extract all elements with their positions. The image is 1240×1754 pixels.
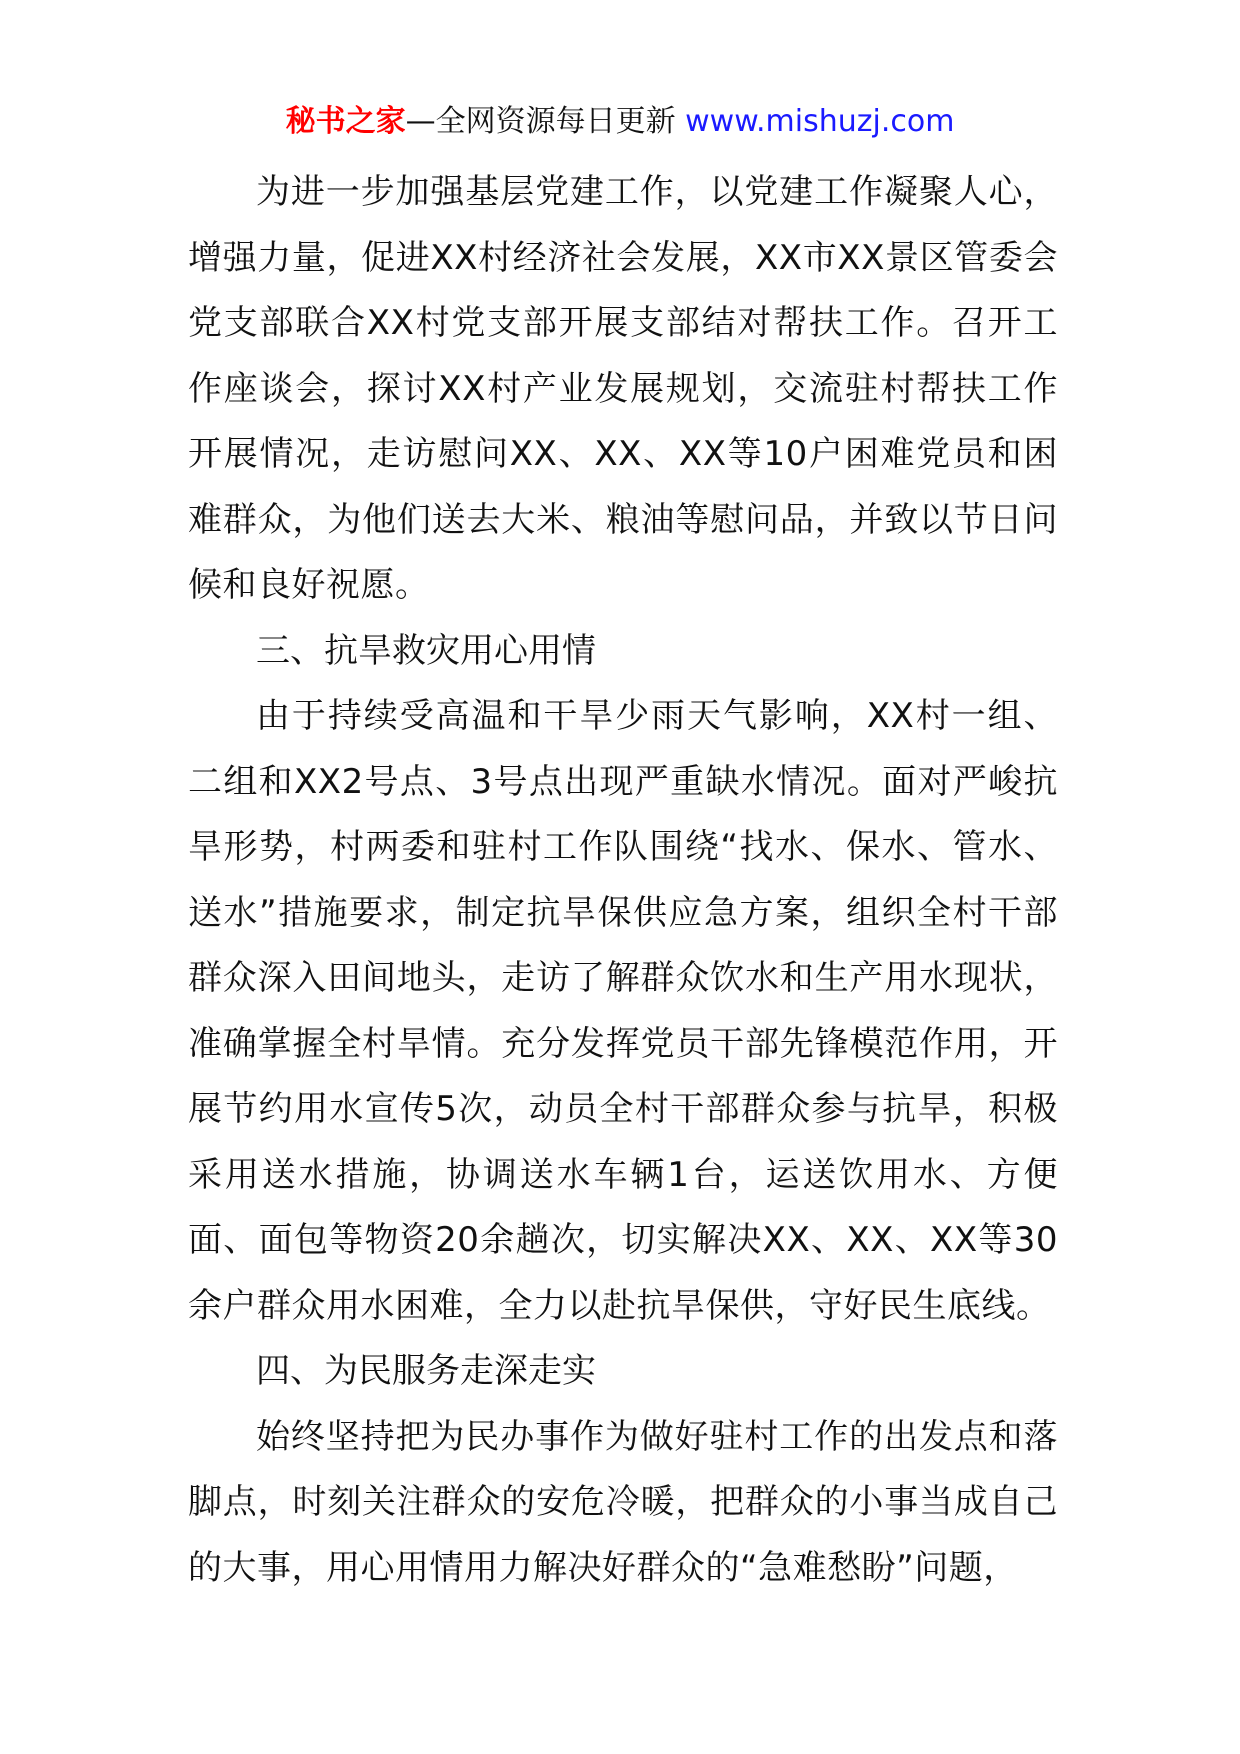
site-header bbox=[0, 102, 1240, 142]
header-tagline: —全网资源每日更新 bbox=[405, 104, 676, 139]
paragraph-public-service: 始终坚持把为民办事作为做好驻村工作的出发点和落脚点，时刻关注群众的安危冷暖，把群众的小事当成自己的大事，用心用情用力解决好群众的“急难愁盼”问题， bbox=[188, 1416, 1058, 1588]
site-url[interactable]: www.mishuzj.com bbox=[685, 104, 955, 139]
paragraph-party-building: 为进一步加强基层党建工作，以党建工作凝聚人心，增强力量，促进XX村经济社会发展，XX市XX景区管委会党支部联合XX村党支部开展支部结对帮扶工作。召开工作座谈会，探讨XX村产业发展规划，交流驻村帮扶工作开展情况，走访慰问XX、XX、XX等10户困难党员和困难群众，为他们送去大米、粮油等慰问品，并致以节日问候和良好祝愿。 bbox=[188, 172, 1058, 605]
paragraph-drought-relief: 由于持续受高温和干旱少雨天气影响，XX村一组、二组和XX2号点、3号点出现严重缺水情况。面对严峻抗旱形势，村两委和驻村工作队围绕“找水、保水、管水、送水”措施要求，制定抗旱保供应急方案，组织全村干部群众深入田间地头，走访了解群众饮水和生产用水现状，准确掌握全村旱情。充分发挥党员干部先锋模范作用，开展节约用水宣传5次，动员全村干部群众参与抗旱，积极采用送水措施，协调送水车辆1台，运送饮用水、方便面、面包等物资20余趟次，切实解决XX、XX、XX等30余户群众用水困难，全力以赴抗旱保供，守好民生底线。 bbox=[188, 696, 1058, 1326]
document-body bbox=[188, 160, 1058, 1601]
section-heading-drought-relief: 三、抗旱救灾用心用情 bbox=[256, 630, 596, 671]
section-heading-public-service: 四、为民服务走深走实 bbox=[256, 1351, 596, 1391]
brand-name: 秘书之家 bbox=[285, 104, 406, 139]
